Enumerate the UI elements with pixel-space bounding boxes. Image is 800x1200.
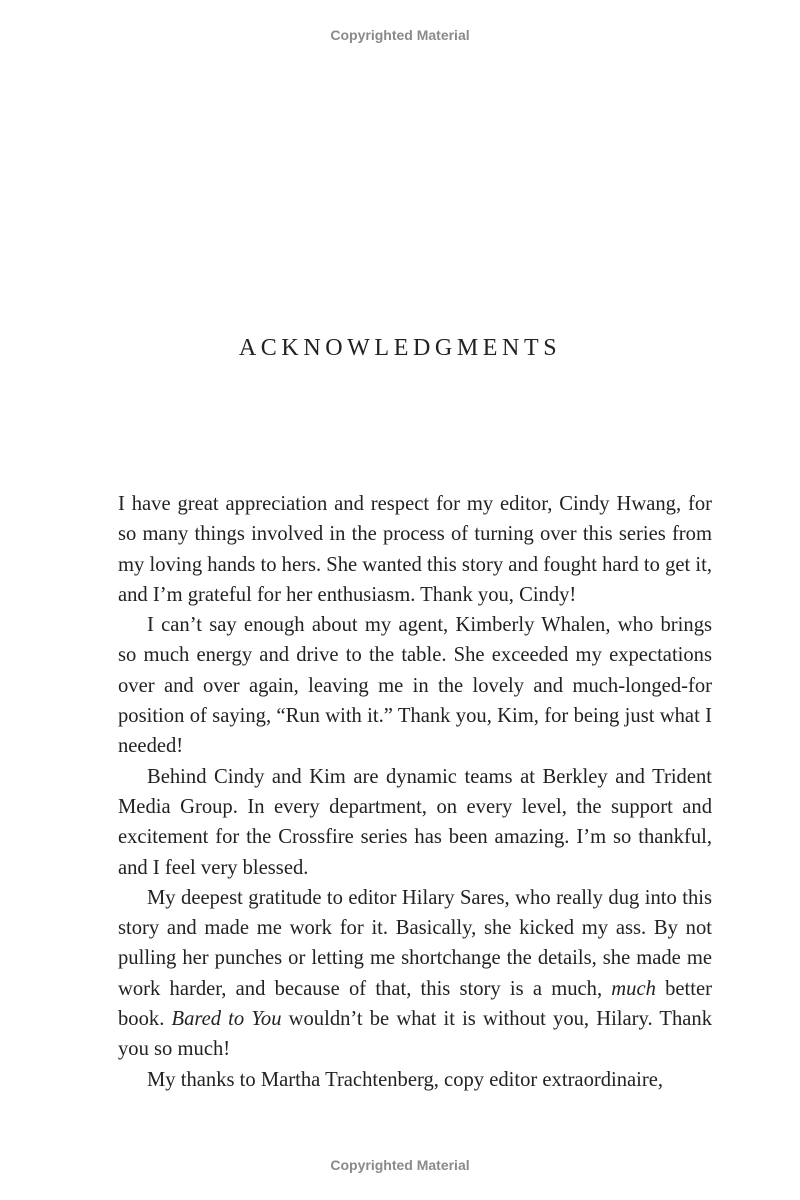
paragraph-3: Behind Cindy and Kim are dynamic teams at Berkley and Trident Media Group. In every department, on every level, the support and excitement for the Crossfire series has been amazing. I’m so thankful, and I feel very blessed. [118,765,712,879]
acknowledgments-body [118,489,712,1095]
copyright-watermark-bottom: Copyrighted Material [330,1157,470,1173]
paragraph-4-text-b: better book. [118,977,712,1031]
emphasis-much: much [611,977,656,1000]
paragraph-4-text-c: wouldn’t be what it is without you, Hilary. Thank you so much! [118,1008,712,1061]
book-title-bared-to-you: Bared to You [171,1008,282,1031]
copyright-watermark-top: Copyrighted Material [330,27,470,43]
paragraph-4-text-a: My deepest gratitude to editor Hilary Sares, who really dug into this story and made me work for it. Basically, she kicked my ass. By not pulling her punches or letting me shortchange the details, she made me work harder, and because of that, this story is a much, [118,886,712,1000]
paragraph-1: I have great appreciation and respect for my editor, Cindy Hwang, for so many things involved in the process of turning over this series from my loving hands to hers. She wanted this story and fought hard to get it, and I’m grateful for her enthusiasm. Thank you, Cindy! [118,493,712,606]
paragraph-5: My thanks to Martha Trachtenberg, copy editor extraordinaire, [147,1068,664,1091]
chapter-title: ACKNOWLEDGMENTS [238,335,562,361]
paragraph-2: I can’t say enough about my agent, Kimberly Whalen, who brings so much energy and drive to the table. She exceeded my expectations over and over again, leaving me in the lovely and much-longed-for position of saying, “Run with it.” Thank you, Kim, for being just what I needed! [118,614,712,758]
paragraph-4 [118,883,712,1065]
